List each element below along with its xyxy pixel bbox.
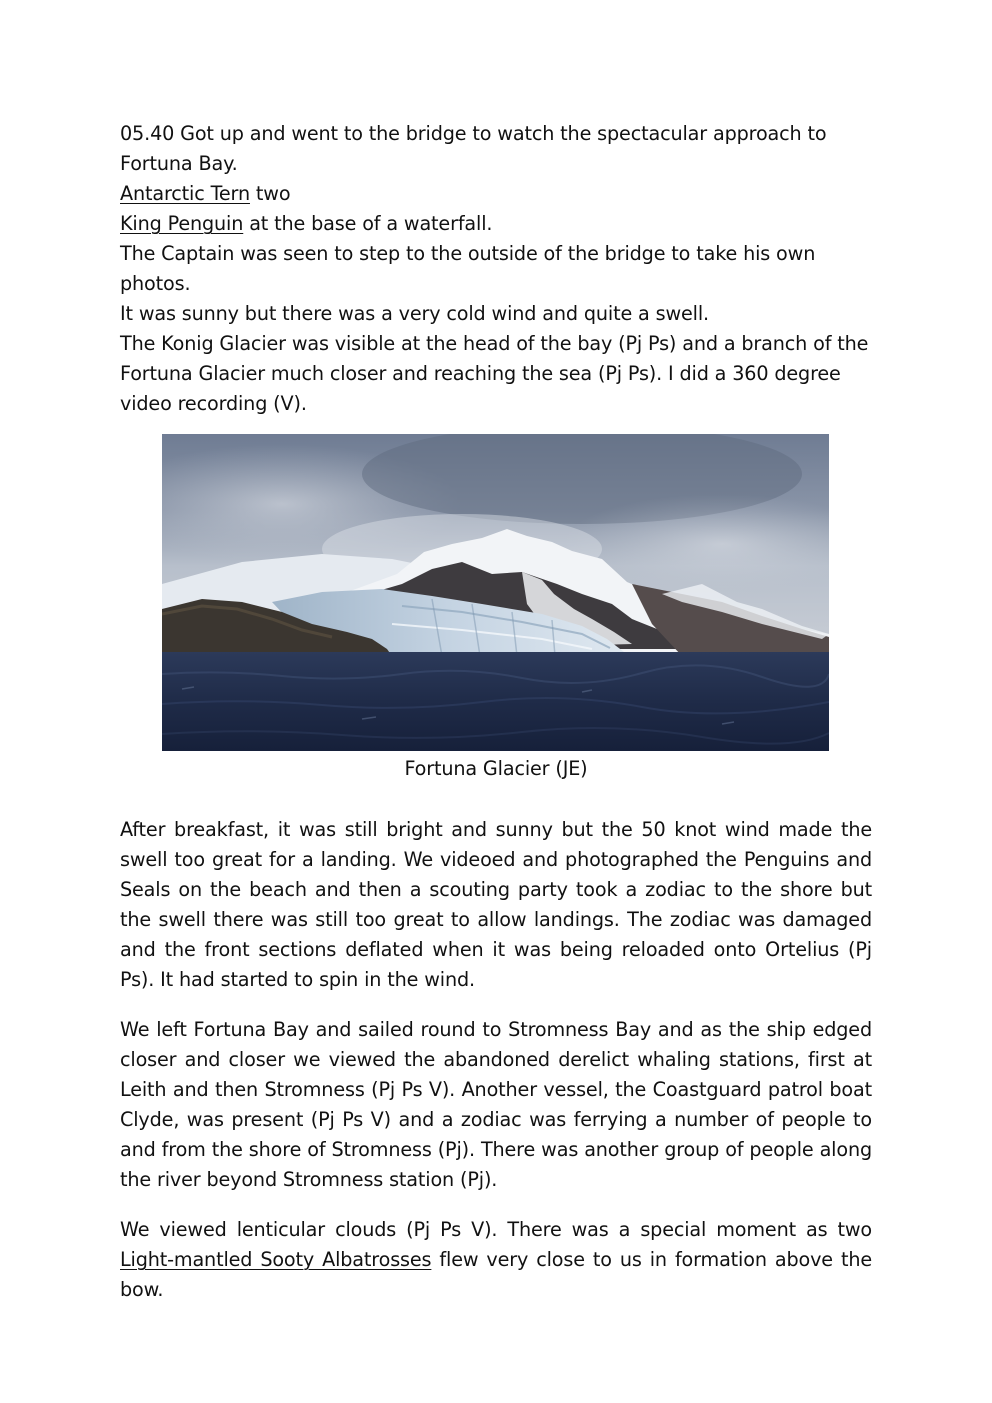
paragraph-after-breakfast: After breakfast, it was still bright and sunny but the 50 knot wind made the swell too great for a landing. We videoed and photographed the Penguins and Seals on the beach and then a scouting party took a zodiac to the shore but the swell there was still too great to allow landings. The zodiac was damaged and the front sections deflated when it was being reloaded onto Ortelius (Pj Ps). It had started to spin in the wind. — [120, 818, 872, 991]
glacier-landscape-image — [162, 434, 829, 751]
weather-note: It was sunny but there was a very cold wind and quite a swell. — [120, 302, 709, 325]
intro-line: 05.40 Got up and went to the bridge to watch the spectacular approach to Fortuna Bay. — [120, 122, 827, 175]
paragraph-stromness: We left Fortuna Bay and sailed round to Stromness Bay and as the ship edged closer and closer we viewed the abandoned derelict whaling stations, first at Leith and then Stromness (Pj Ps V). Another vessel, the Coastguard patrol boat Clyde, was present (Pj Ps V) and a zodiac was ferrying a number of people to and from the shore of Stromness (Pj). There was another group of people along the river beyond Stromness station (Pj). — [120, 1018, 872, 1191]
penguin-sighting — [120, 209, 872, 239]
tern-sighting — [120, 179, 872, 209]
tern-count: two — [249, 182, 291, 205]
captain-note: The Captain was seen to step to the outside of the bridge to take his own photos. — [120, 242, 816, 295]
glacier-note: The Konig Glacier was visible at the head of the bay (Pj Ps) and a branch of the Fortuna Glacier much closer and reaching the sea (Pj Ps). I did a 360 degree video recording (V). — [120, 332, 869, 415]
fortuna-glacier-photo — [162, 434, 829, 751]
document-page — [120, 119, 872, 1305]
penguin-note: at the base of a waterfall. — [243, 212, 493, 235]
albatross-link[interactable]: Light-mantled Sooty Albatrosses — [120, 1248, 432, 1271]
albatross-text-end: flew very close to us in formation above the bow. — [120, 1248, 872, 1301]
king-penguin-link[interactable]: King Penguin — [120, 212, 244, 235]
photo-caption: Fortuna Glacier (JE) — [404, 757, 588, 780]
antarctic-tern-link[interactable]: Antarctic Tern — [120, 182, 250, 205]
paragraph-albatrosses — [120, 1215, 872, 1305]
albatross-text-start: We viewed lenticular clouds (Pj Ps V). There was a special moment as two — [120, 1218, 872, 1241]
